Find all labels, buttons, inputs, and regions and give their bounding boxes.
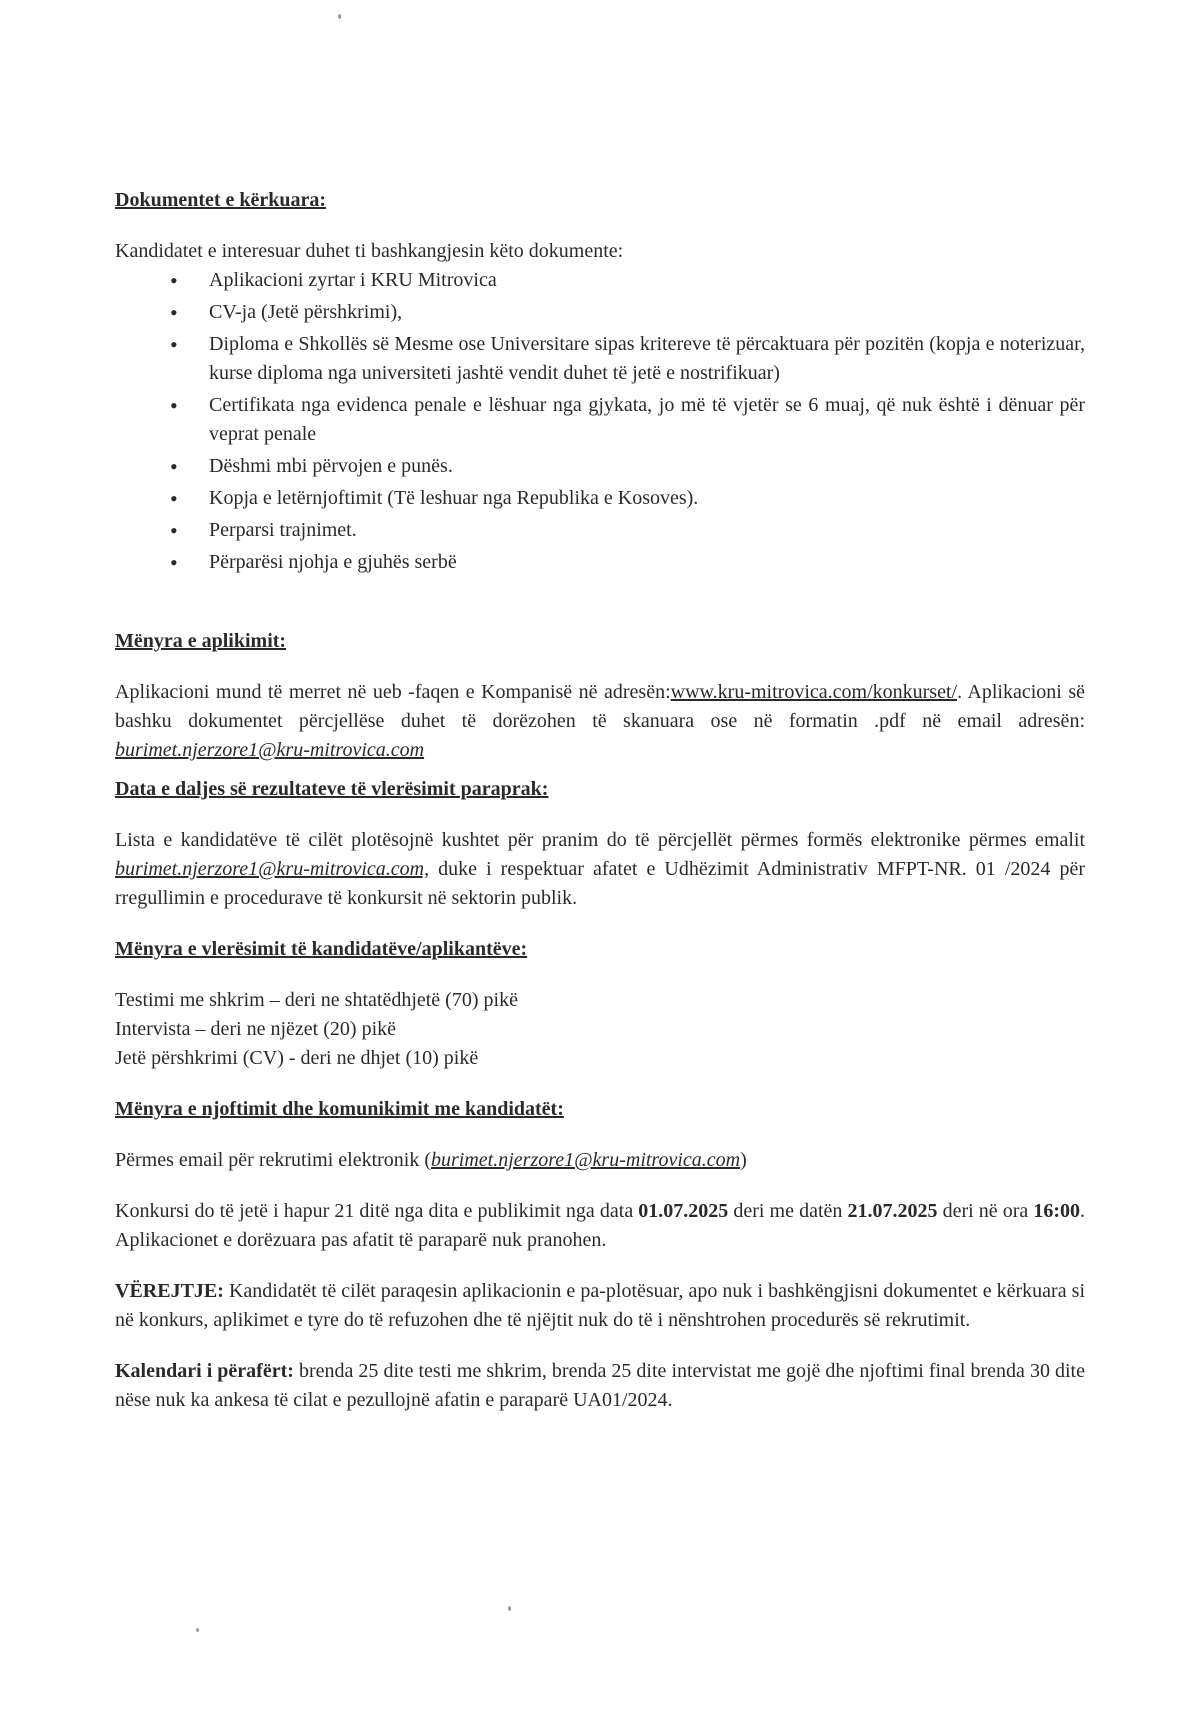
notification-email-link[interactable]: burimet.njerzore1@kru-mitrovica.com	[431, 1149, 741, 1171]
document-body	[115, 186, 1085, 1415]
required-documents-list	[115, 266, 1085, 577]
calendar-label: Kalendari i përafërt:	[115, 1360, 294, 1382]
deadline-text-4: . Aplikacionet e dorëzuara pas afatit të paraparë nuk pranohen.	[115, 1200, 1086, 1251]
deadline-time: 16:00	[1033, 1200, 1081, 1222]
scan-speck	[508, 1606, 511, 1611]
scan-speck	[338, 14, 341, 19]
list-item: • Diploma e Shkollës së Mesme ose Universitare sipas kritereve të përcaktuara për pozitën (kopja e noterizuar, kurse diploma nga universiteti jashtë vendit duhet të jetë e nostrifikuar)	[115, 330, 1085, 388]
required-documents-intro: Kandidatet e interesuar duhet ti bashkangjesin këto dokumente:	[115, 240, 624, 262]
results-heading: Data e daljes së rezultateve të vlerësimit paraprak:	[115, 778, 549, 800]
results-text-1: Lista e kandidatëve të cilët plotësojnë kushtet për pranim do të përcjellët përmes formës elektronike përmes emalit	[115, 829, 1085, 851]
evaluation-heading: Mënyra e vlerësimit të kandidatëve/aplikantëve:	[115, 938, 528, 960]
notification-text-end: )	[740, 1149, 747, 1171]
note-text	[115, 1277, 1085, 1335]
deadline-text-2: deri me datën	[728, 1200, 848, 1222]
deadline-start-date: 01.07.2025	[638, 1200, 729, 1222]
application-method-heading: Mënyra e aplikimit:	[115, 630, 287, 652]
list-item: • Aplikacioni zyrtar i KRU Mitrovica	[115, 266, 1085, 295]
list-item: • Dëshmi mbi përvojen e punës.	[115, 452, 1085, 481]
calendar-text	[115, 1357, 1085, 1415]
score-written-test: Testimi me shkrim – deri ne shtatëdhjetë (70) pikë	[115, 989, 518, 1011]
note-body: Kandidatët të cilët paraqesin aplikacionin e pa-plotësuar, apo nuk i bashkëngjisni dokumentet e kërkuara si në konkurs, aplikimet e tyre do të refuzohen dhe të njëjtit nuk do të i nënshtrohen procedurës së rekrutimit.	[115, 1280, 1085, 1331]
list-item: • Certifikata nga evidenca penale e lëshuar nga gjykata, jo më të vjetër se 6 muaj, që nuk është i dënuar për veprat penale	[115, 391, 1085, 449]
notification-text	[115, 1146, 1085, 1175]
score-cv: Jetë përshkrimi (CV) - deri ne dhjet (10) pikë	[115, 1047, 479, 1069]
score-interview: Intervista – deri ne njëzet (20) pikë	[115, 1018, 396, 1040]
note-label: VËREJTJE:	[115, 1280, 224, 1302]
application-method-text	[115, 678, 1085, 765]
results-text-2: duke i respektuar afatet e Udhëzimit Administrativ MFPT-NR. 01 /2024 për rregullimin e procedurave të konkursit në sektorin publik.	[115, 858, 1085, 909]
deadline-end-date: 21.07.2025	[847, 1200, 938, 1222]
application-email-link[interactable]: burimet.njerzore1@kru-mitrovica.com	[115, 739, 425, 761]
list-item: • CV-ja (Jetë përshkrimi),	[115, 298, 1085, 327]
deadline-text	[115, 1197, 1085, 1255]
application-text-1: Aplikacioni mund të merret në ueb -faqen e Kompanisë në adresën:	[115, 681, 671, 703]
website-link[interactable]: www.kru-mitrovica.com/konkurset/	[670, 681, 958, 703]
list-item: • Kopja e letërnjoftimit (Të leshuar nga Republika e Kosoves).	[115, 484, 1085, 513]
application-text-2: . Aplikacioni së bashku dokumentet përcjellëse duhet të dorëzohen të skanuara ose në formatin .pdf në email adresën:	[115, 681, 1085, 732]
notification-text-start: Përmes email për rekrutimi elektronik (	[115, 1149, 432, 1171]
list-item: • Perparsi trajnimet.	[115, 516, 1085, 545]
deadline-text-1: Konkursi do të jetë i hapur 21 ditë nga dita e publikimit nga data	[115, 1200, 639, 1222]
notification-heading: Mënyra e njoftimit dhe komunikimit me kandidatët:	[115, 1098, 564, 1120]
results-text	[115, 826, 1085, 913]
required-documents-heading: Dokumentet e kërkuara:	[115, 189, 327, 211]
list-item: • Përparësi njohja e gjuhës serbë	[115, 548, 1085, 577]
results-email-link[interactable]: burimet.njerzore1@kru-mitrovica.com,	[115, 858, 430, 880]
calendar-body: brenda 25 dite testi me shkrim, brenda 25 dite intervistat me gojë dhe njoftimi final brenda 30 dite nëse nuk ka ankesa të cilat e pezullojnë afatin e paraparë UA01/2024.	[115, 1360, 1085, 1411]
deadline-text-3: deri në ora	[937, 1200, 1034, 1222]
scan-speck	[196, 1628, 199, 1632]
